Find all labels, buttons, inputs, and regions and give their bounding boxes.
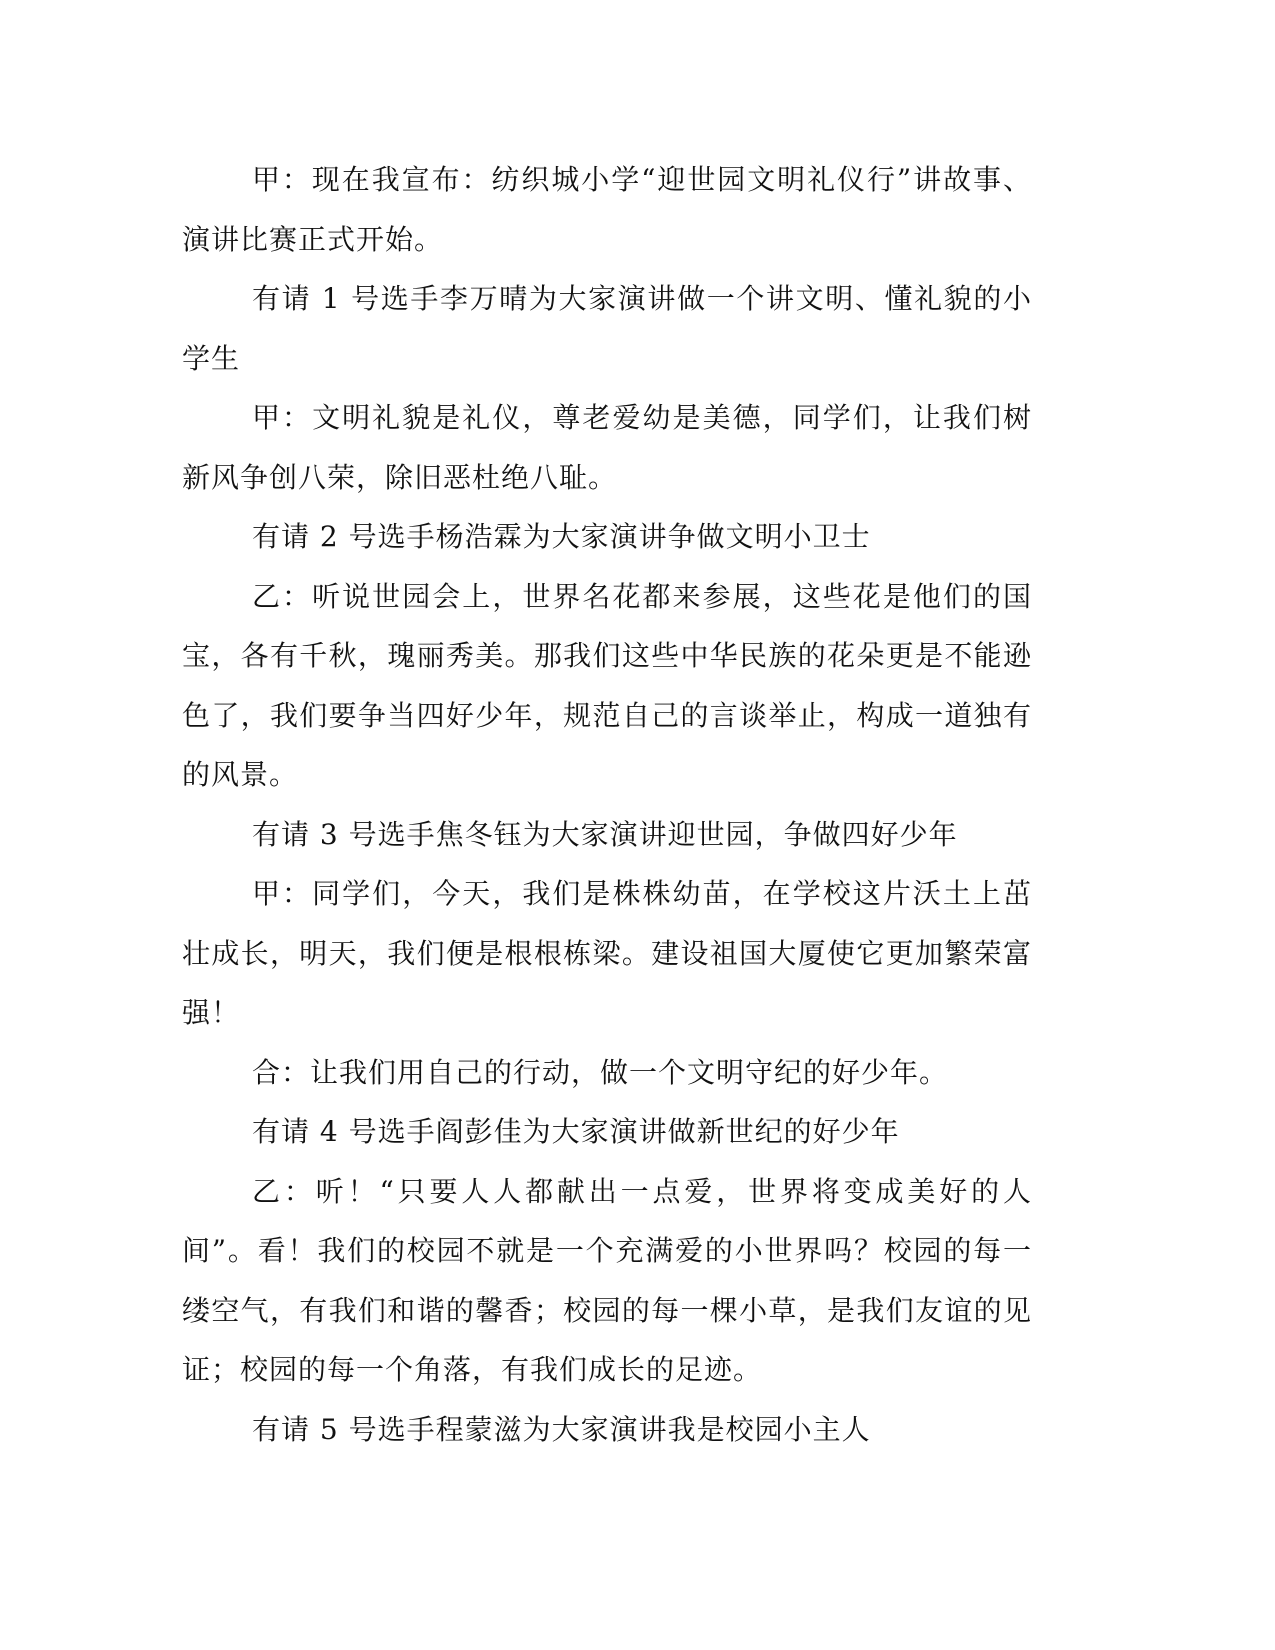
paragraph-contestant-4-intro: 有请 4 号选手阎彭佳为大家演讲做新世纪的好少年 (252, 1115, 900, 1148)
paragraph-contestant-2-intro: 有请 2 号选手杨浩霖为大家演讲争做文明小卫士 (252, 520, 871, 553)
paragraph-contestant-3-intro: 有请 3 号选手焦冬钰为大家演讲迎世园，争做四好少年 (252, 817, 958, 851)
document-body (182, 150, 1032, 1459)
paragraph-host-jia-seedlings: 甲：同学们，今天，我们是株株幼苗，在学校这片沃土上茁壮成长，明天，我们便是根根栋梁。建设祖国大厦使它更加繁荣富强！ (182, 877, 1032, 1029)
paragraph-host-jia-civility: 甲：文明礼貌是礼仪，尊老爱幼是美德，同学们，让我们树新风争创八荣，除旧恶杜绝八耻。 (182, 401, 1032, 494)
paragraph-contestant-1-intro: 有请 1 号选手李万晴为大家演讲做一个讲文明、懂礼貌的小学生 (182, 282, 1032, 375)
paragraph-host-yi-campus: 乙：听！“只要人人都献出一点爱，世界将变成美好的人间”。看！我们的校园不就是一个充满爱的小世界吗？校园的每一缕空气，有我们和谐的馨香；校园的每一棵小草，是我们友谊的见证；校园的每一个角落，有我们成长的足迹。 (182, 1174, 1032, 1386)
paragraph-together-pledge: 合：让我们用自己的行动，做一个文明守纪的好少年。 (252, 1055, 949, 1089)
paragraph-announcement-opening: 甲：现在我宣布：纺织城小学“迎世园文明礼仪行”讲故事、演讲比赛正式开始。 (182, 163, 1032, 256)
paragraph-contestant-5-intro: 有请 5 号选手程蒙滋为大家演讲我是校园小主人 (252, 1412, 871, 1446)
paragraph-host-yi-flowers: 乙：听说世园会上，世界名花都来参展，这些花是他们的国宝，各有千秋，瑰丽秀美。那我们这些中华民族的花朵更是不能逊色了，我们要争当四好少年，规范自己的言谈举止，构成一道独有的风景。 (182, 579, 1032, 791)
